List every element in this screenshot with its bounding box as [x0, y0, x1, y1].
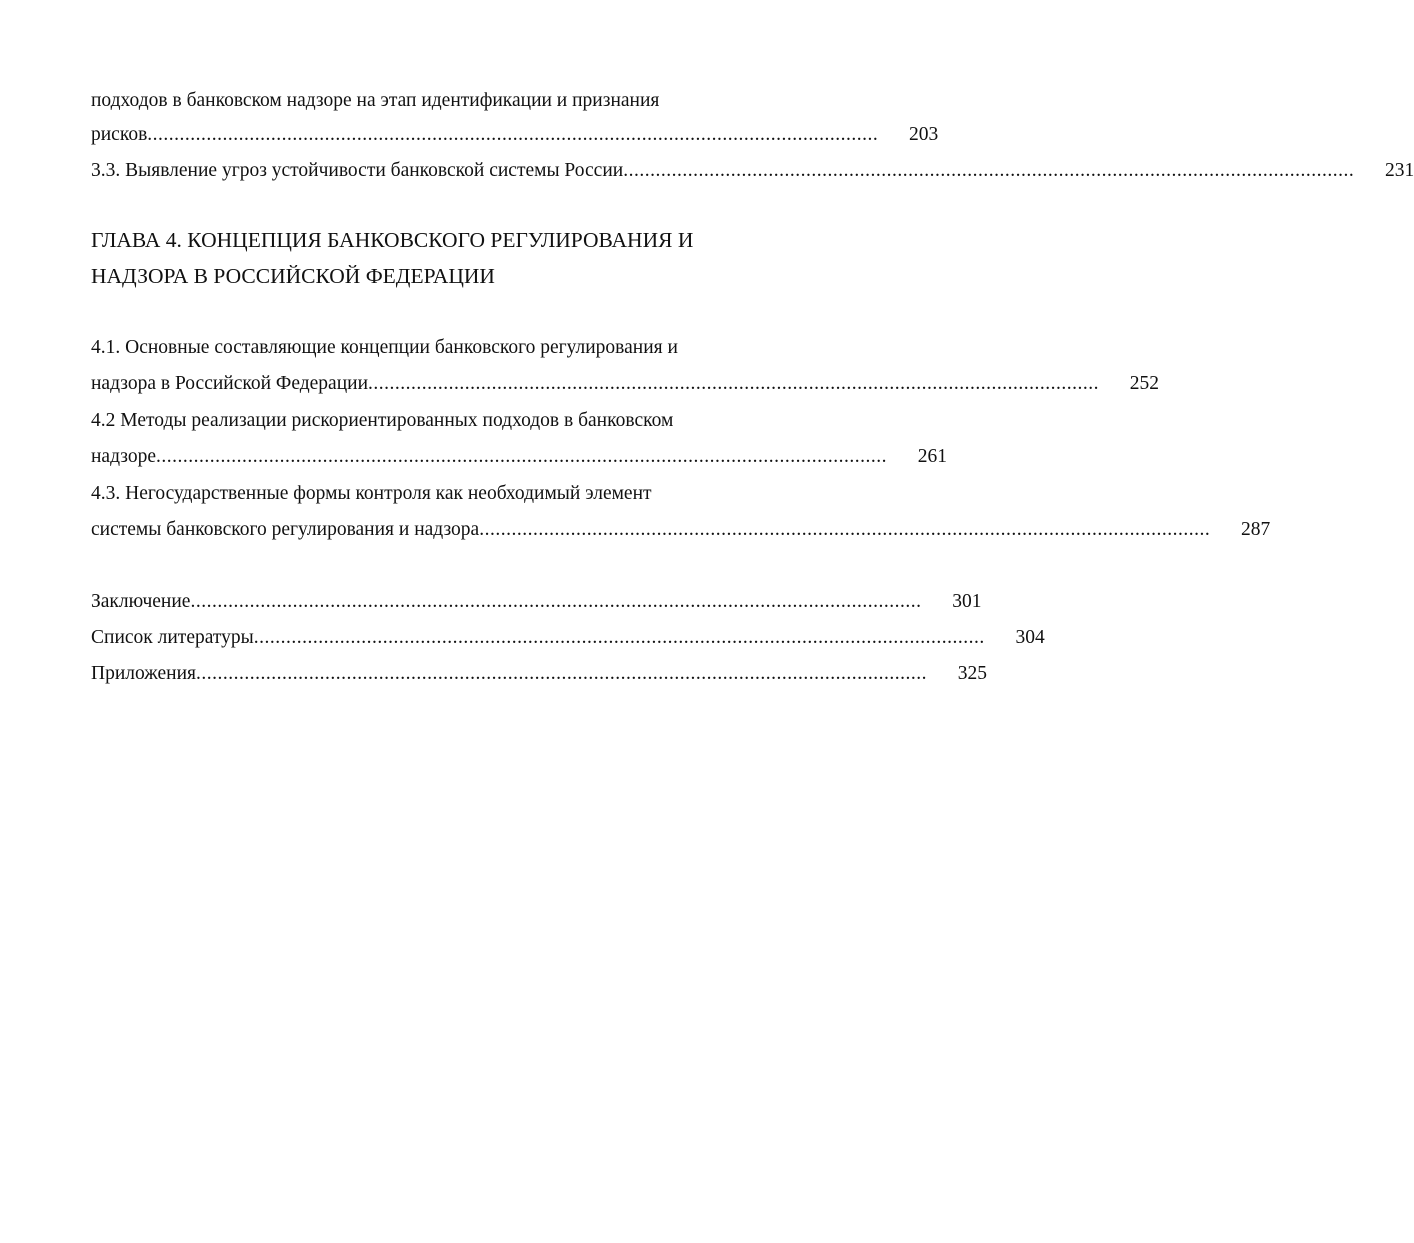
page-number: 231 [1384, 160, 1414, 181]
toc-entry-conclusion: Заключение ........................................................................................................................................ 301 [91, 584, 753, 620]
toc-entry-4-2-line1: 4.2 Методы реализации рискориентированных подходов в банковском [91, 410, 674, 431]
toc-entry-4-3-line1: 4.3. Негосударственные формы контроля как необходимый элемент [91, 483, 652, 504]
toc-entry-4-3-line2: системы банковского регулирования и надзора ........................................................................................................................................ 287 [91, 512, 753, 548]
chapter-heading-line2: НАДЗОРА В РОССИЙСКОЙ ФЕДЕРАЦИИ [91, 264, 495, 288]
dot-leader: ........................................................................................................................................ [368, 373, 1100, 394]
dot-leader: ........................................................................................................................................ [253, 627, 985, 648]
chapter-heading-line1: ГЛАВА 4. КОНЦЕПЦИЯ БАНКОВСКОГО РЕГУЛИРОВАНИЯ И [91, 228, 694, 252]
dot-leader: ........................................................................................................................................ [623, 160, 1355, 181]
page-number: 287 [1240, 519, 1271, 540]
page-number: 304 [1015, 627, 1045, 648]
page-number: 203 [909, 124, 939, 145]
dot-leader: ........................................................................................................................................ [156, 446, 887, 467]
toc-entry-3-3: 3.3. Выявление угроз устойчивости банковской системы России ........................................................................................................................................ 231 [91, 153, 753, 189]
page-number: 325 [957, 663, 987, 684]
page-number: 261 [917, 446, 947, 467]
page-number: 301 [952, 591, 982, 612]
dot-leader: ........................................................................................................................................ [190, 591, 922, 612]
dot-leader: ........................................................................................................................................ [195, 663, 927, 684]
toc-entry-4-1-line1: 4.1. Основные составляющие концепции банковского регулирования и [91, 337, 678, 358]
toc-entry-bibliography: Список литературы ........................................................................................................................................ 304 [91, 620, 753, 656]
toc-entry-3-2-line2: рисков ........................................................................................................................................ 203 [91, 117, 753, 153]
toc-entry-4-2-line2: надзоре ........................................................................................................................................ 261 [91, 439, 753, 475]
toc-entry-appendices: Приложения ........................................................................................................................................ 325 [91, 656, 753, 692]
toc-entry-4-1-line2: надзора в Российской Федерации ........................................................................................................................................ 252 [91, 366, 753, 402]
toc-entry-3-2-line1: подходов в банковском надзоре на этап идентификации и признания [91, 90, 660, 111]
dot-leader: ........................................................................................................................................ [147, 124, 879, 145]
dot-leader: ........................................................................................................................................ [479, 519, 1211, 540]
page-number: 252 [1129, 373, 1160, 394]
